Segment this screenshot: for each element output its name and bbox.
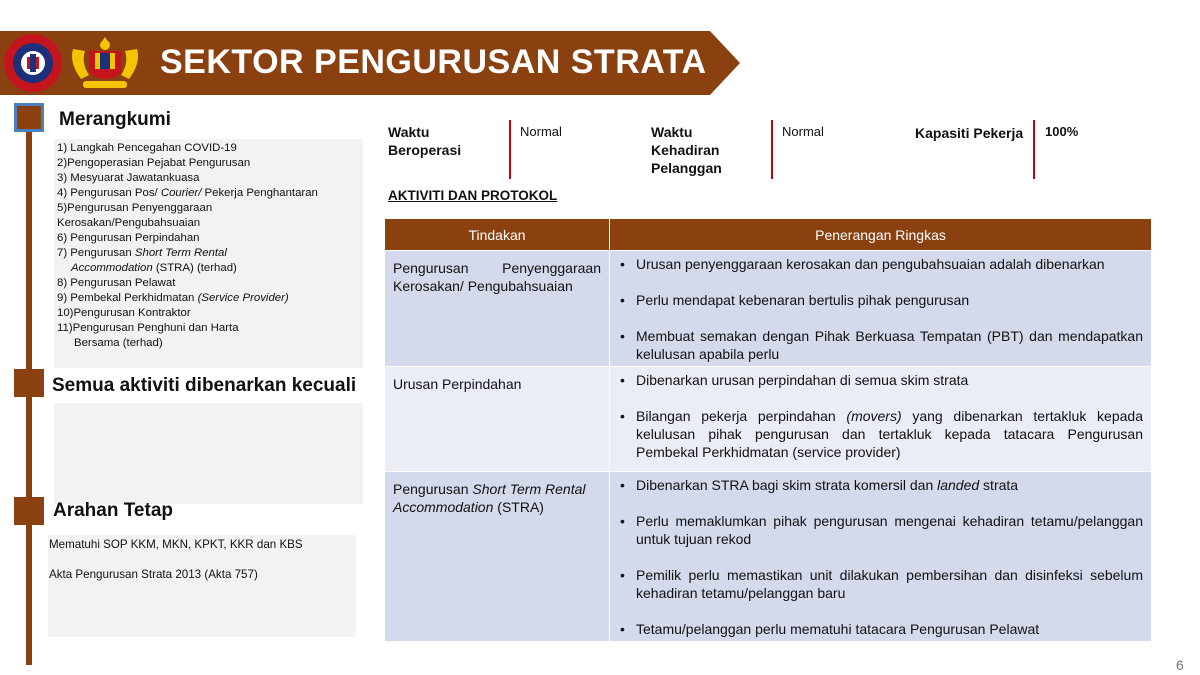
action-cell: Urusan Perpindahan [385, 367, 610, 472]
operating-hours-label-line: Waktu [388, 124, 430, 140]
status-divider [771, 120, 773, 179]
summary-item: 2)Pengoperasian Pejabat Pengurusan [57, 157, 251, 169]
timeline-marker-exceptions [14, 369, 44, 397]
description-bullet: • Perlu memaklumkan pihak pengurusan mengenai kehadiran tetamu/pelanggan untuk tujuan rekod [618, 512, 1143, 548]
table-row [385, 251, 1152, 367]
bullet-text: landed [937, 477, 980, 493]
action-cell [385, 472, 610, 642]
summary-heading: Merangkumi [59, 109, 171, 130]
page-number: 6 [1176, 657, 1184, 673]
summary-text: 4) Pengurusan Pos/ [57, 187, 161, 199]
operating-hours-label [388, 123, 461, 159]
description-cell [610, 472, 1152, 642]
page-title: SEKTOR PENGURUSAN STRATA [160, 43, 707, 81]
summary-item: 6) Pengurusan Perpindahan [57, 232, 200, 244]
summary-text: Pekerja Penghantaran [201, 187, 318, 199]
standing-order-item: Mematuhi SOP KKM, MKN, KPKT, KKR dan KBS [49, 538, 303, 551]
action-text: (STRA) [493, 499, 544, 515]
summary-item: 8) Pengurusan Pelawat [57, 277, 176, 289]
exceptions-heading: Semua aktiviti dibenarkan kecuali [52, 375, 357, 396]
summary-item: 10)Pengurusan Kontraktor [57, 307, 191, 319]
customer-attendance-label-line: Pelanggan [651, 160, 722, 176]
summary-text: Short Term Rental [134, 247, 227, 259]
worker-capacity-value: 100% [1045, 124, 1079, 139]
bullet-text: (movers) [846, 408, 902, 424]
summary-text: Courier/ [160, 187, 202, 199]
status-divider [509, 120, 511, 179]
status-divider [1033, 120, 1035, 179]
summary-item: Kerosakan/Pengubahsuaian [57, 217, 201, 229]
description-bullet [618, 476, 1143, 494]
table-row [385, 367, 1152, 472]
description-bullet [618, 407, 1143, 461]
table-header-row [385, 219, 1152, 251]
customer-attendance-label-line: Kehadiran [651, 142, 720, 158]
description-bullet: • Dibenarkan urusan perpindahan di semua skim strata [618, 371, 1143, 389]
summary-item: Bersama (terhad) [74, 337, 163, 349]
action-cell: Pengurusan Penyenggaraan Kerosakan/ Pengubahsuaian [385, 251, 610, 367]
customer-attendance-label-line: Waktu [651, 124, 693, 140]
operating-hours-value: Normal [520, 124, 562, 139]
description-cell [610, 367, 1152, 472]
protocol-table [384, 218, 1152, 642]
summary-text: 7) Pengurusan [57, 247, 135, 259]
timeline-marker-standing [14, 497, 44, 525]
description-bullet: • Urusan penyenggaraan kerosakan dan pengubahsuaian adalah dibenarkan [618, 255, 1143, 273]
summary-text: (Service Provider) [197, 292, 289, 304]
description-cell [610, 251, 1152, 367]
summary-text: 9) Pembekal Perkhidmatan [57, 292, 198, 304]
operating-hours-label-line: Beroperasi [388, 142, 462, 158]
bullet-text: yang dibenarkan tertakluk kepada kelulusan pihak pengurusan dan tertakluk kepada tatacara Pengurusan Pembekal Perkhidmatan (service provider) [636, 408, 1143, 460]
description-bullet: • Perlu mendapat kebenaran bertulis pihak pengurusan [618, 291, 1143, 309]
header-banner [0, 31, 740, 95]
worker-capacity-label: Kapasiti Pekerja [915, 125, 1024, 141]
summary-item [57, 186, 357, 201]
summary-item: 3) Mesyuarat Jawatankuasa [57, 172, 200, 184]
summary-text: (STRA) (terhad) [152, 262, 237, 274]
action-text: Short Term Rental Accommodation [393, 481, 586, 515]
summary-item: 5)Pengurusan Penyenggaraan [57, 202, 213, 214]
summary-list [57, 141, 357, 351]
summary-item [57, 291, 357, 306]
exceptions-box [54, 403, 363, 504]
malaysia-coat-of-arms-icon [67, 33, 143, 93]
summary-item [57, 261, 357, 276]
customer-attendance-label [651, 123, 722, 177]
activities-heading: AKTIVITI DAN PROTOKOL [388, 188, 558, 203]
column-header-description: Penerangan Ringkas [610, 219, 1152, 251]
summary-item [57, 246, 357, 261]
summary-text: Accommodation [71, 262, 153, 274]
table-row [385, 472, 1152, 642]
column-header-action: Tindakan [385, 219, 610, 251]
description-bullet: • Tetamu/pelanggan perlu mematuhi tatacara Pengurusan Pelawat [618, 620, 1143, 638]
standing-orders-heading: Arahan Tetap [53, 500, 174, 521]
description-bullet: • Pemilik perlu memastikan unit dilakukan pembersihan dan disinfeksi sebelum kehadiran tetamu/pelanggan baru [618, 566, 1143, 602]
bullet-text: Bilangan pekerja perpindahan [636, 408, 847, 424]
bullet-text: Dibenarkan STRA bagi skim strata komersil dan [636, 477, 938, 493]
timeline-marker-summary [14, 103, 44, 132]
description-bullet: • Membuat semakan dengan Pihak Berkuasa Tempatan (PBT) dan mendapatkan kelulusan apabila perlu [618, 327, 1143, 363]
summary-item: 11)Pengurusan Penghuni dan Harta [57, 322, 239, 334]
bullet-text: strata [979, 477, 1019, 493]
summary-item: 1) Langkah Pencegahan COVID-19 [57, 142, 237, 154]
mkn-logo-icon [2, 33, 64, 93]
standing-order-item: Akta Pengurusan Strata 2013 (Akta 757) [49, 568, 258, 581]
action-text: Pengurusan [393, 481, 473, 497]
customer-attendance-value: Normal [782, 124, 824, 139]
